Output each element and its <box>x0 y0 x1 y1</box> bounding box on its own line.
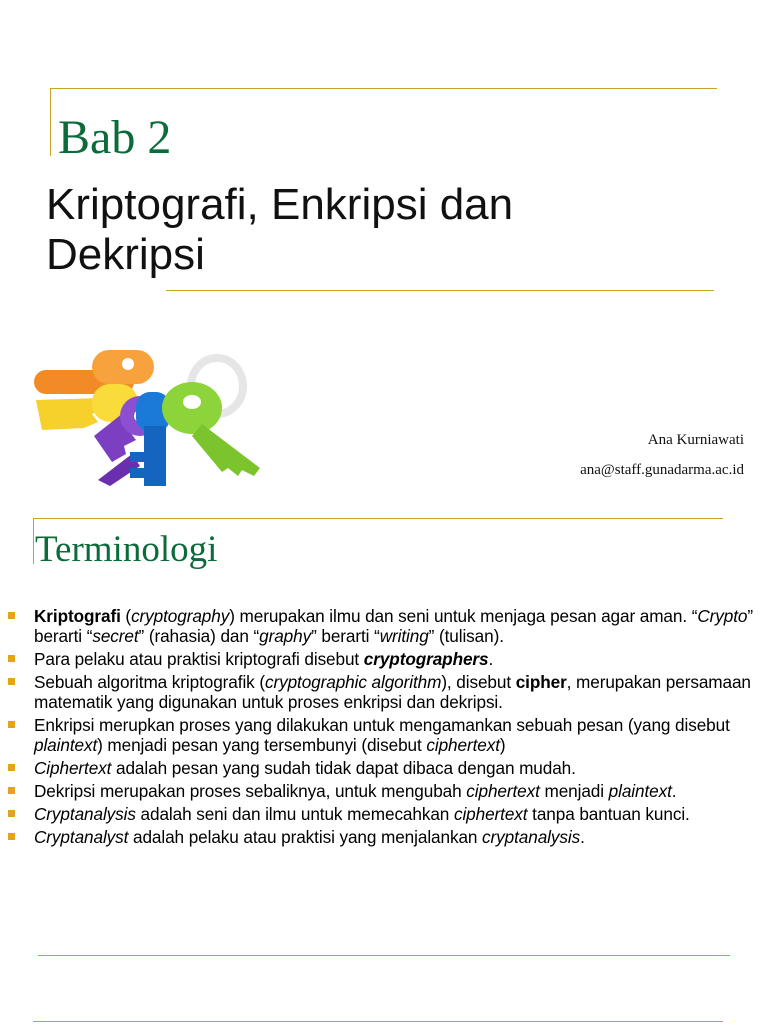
square-bullet-icon <box>8 612 15 619</box>
terminology-item <box>0 715 768 755</box>
terminology-text-segment: adalah pelaku atau praktisi yang menjalankan <box>128 827 483 847</box>
slide1-subtitle <box>46 180 686 280</box>
terminology-text-segment: graphy <box>259 626 312 646</box>
terminology-text-segment: ciphertext <box>453 804 528 824</box>
square-bullet-icon <box>8 787 15 794</box>
terminology-text-segment: Dekripsi merupakan proses sebaliknya, untuk mengubah <box>34 781 467 801</box>
subtitle-line-1: Kriptografi, Enkripsi dan <box>46 180 514 229</box>
slide2-left-rule <box>33 518 34 564</box>
terminology-item <box>0 804 768 824</box>
slide1-left-rule <box>50 88 51 156</box>
terminology-text-segment: cryptanalysis <box>482 827 581 847</box>
slide2-bottom-rule <box>38 955 730 956</box>
terminology-text-segment: Crypto <box>697 606 748 626</box>
terminology-list <box>0 606 768 850</box>
terminology-text-segment: Sebuah algoritma kriptografik ( <box>34 672 265 692</box>
terminology-text-segment: . <box>488 649 494 669</box>
terminology-text-segment: ” berarti “ <box>311 626 380 646</box>
slide1-top-rule <box>50 88 717 89</box>
terminology-text-segment: ), disebut <box>441 672 516 692</box>
slide2-title: Terminologi <box>35 529 218 570</box>
terminology-text-segment: Enkripsi merupkan proses yang dilakukan untuk mengamankan sebuah pesan (yang disebut <box>34 715 730 735</box>
terminology-text-segment: cryptographic algorithm <box>264 672 442 692</box>
terminology-text-segment: Cryptanalyst <box>34 827 129 847</box>
colorful-keys-illustration <box>32 344 264 486</box>
terminology-text-segment: ) merupakan ilmu dan seni untuk menjaga pesan agar aman. “ <box>229 606 698 626</box>
terminology-text-segment: ciphertext <box>466 781 540 801</box>
terminology-text-segment: ” (tulisan). <box>428 626 504 646</box>
slide3-top-rule <box>33 1021 723 1022</box>
terminology-text-segment: adalah pesan yang sudah tidak dapat dibaca dengan mudah. <box>111 758 576 778</box>
slide1-title: Bab 2 <box>58 111 172 164</box>
terminology-text-segment: ) <box>499 735 506 755</box>
square-bullet-icon <box>8 810 15 817</box>
terminology-item <box>0 649 768 669</box>
square-bullet-icon <box>8 655 15 662</box>
terminology-text-segment: plaintext <box>34 735 98 755</box>
terminology-text-segment: ” (rahasia) dan “ <box>138 626 260 646</box>
terminology-text-segment: ) menjadi pesan yang tersembunyi (disebut <box>97 735 427 755</box>
terminology-text-segment: Kriptografi <box>34 606 121 626</box>
terminology-item <box>0 827 768 847</box>
terminology-text-segment: writing <box>379 626 429 646</box>
terminology-text-segment: . <box>580 827 585 847</box>
terminology-text-segment: cipher <box>515 672 567 692</box>
author-email: ana@staff.gunadarma.ac.id <box>580 462 744 478</box>
slide2-top-rule <box>33 518 723 519</box>
terminology-item <box>0 606 768 646</box>
square-bullet-icon <box>8 721 15 728</box>
square-bullet-icon <box>8 764 15 771</box>
terminology-text-segment: adalah seni dan ilmu untuk memecahkan <box>135 804 454 824</box>
terminology-text-segment: ciphertext <box>426 735 500 755</box>
author-name: Ana Kurniawati <box>647 432 744 448</box>
terminology-text-segment: menjadi <box>539 781 609 801</box>
subtitle-line-2: Dekripsi <box>46 230 205 279</box>
square-bullet-icon <box>8 833 15 840</box>
terminology-text-segment: plaintext <box>608 781 672 801</box>
terminology-text-segment: . <box>671 781 677 801</box>
terminology-item <box>0 758 768 778</box>
terminology-text-segment: secret <box>92 626 139 646</box>
terminology-text-segment: cryptography <box>131 606 230 626</box>
terminology-text-segment: Cryptanalysis <box>34 804 136 824</box>
terminology-text-segment: cryptographers <box>363 649 489 669</box>
slide1-bottom-rule <box>166 290 714 291</box>
terminology-text-segment: ( <box>120 606 132 626</box>
terminology-item <box>0 781 768 801</box>
square-bullet-icon <box>8 678 15 685</box>
terminology-text-segment: , merupakan persamaan matematik yang digunakan untuk proses enkripsi dan dekripsi. <box>34 672 751 712</box>
terminology-text-segment: Ciphertext <box>34 758 112 778</box>
terminology-text-segment: Para pelaku atau praktisi kriptografi disebut <box>34 649 364 669</box>
terminology-text-segment: ” berarti “ <box>34 606 753 646</box>
terminology-text-segment: tanpa bantuan kunci. <box>527 804 690 824</box>
terminology-item <box>0 672 768 712</box>
